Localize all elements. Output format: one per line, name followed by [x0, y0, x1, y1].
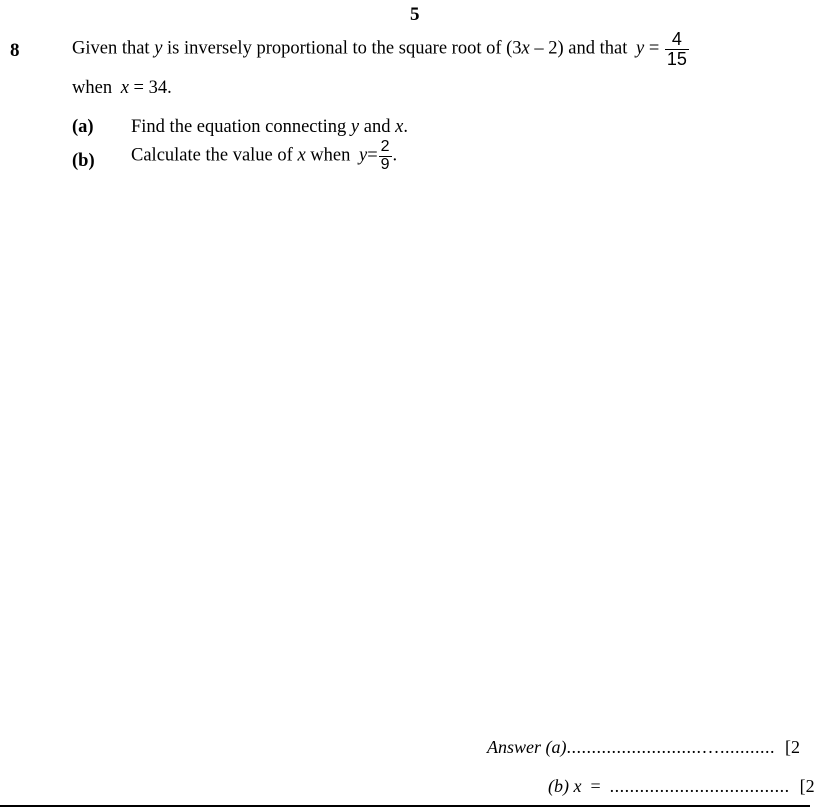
question-number: 8	[10, 40, 20, 61]
part-a-text	[131, 117, 408, 138]
stem-text-2: is inversely proportional to the square root of (3	[162, 38, 522, 59]
var-x: x	[521, 38, 530, 59]
part-a-var-y: y	[350, 117, 360, 137]
when-text: when	[72, 78, 117, 98]
answer-b-line	[548, 776, 815, 797]
answer-a-dots[interactable]: ...........................…...........	[566, 737, 775, 757]
part-b-text	[131, 139, 397, 174]
page-number: 5	[410, 4, 420, 25]
answer-b-equals: =	[581, 776, 610, 796]
answer-a-line	[487, 737, 800, 758]
fraction-two-ninths	[379, 139, 392, 174]
fraction-numerator: 4	[665, 30, 689, 50]
var-y: y	[154, 38, 163, 59]
fraction-denominator: 15	[666, 48, 687, 69]
answer-b-dots[interactable]: ....................................	[609, 776, 790, 796]
part-b-fraction-denominator: 9	[380, 155, 390, 173]
part-b-when: when	[305, 145, 355, 166]
part-b-label: (b)	[72, 151, 95, 171]
equals-sign: =	[644, 38, 664, 59]
bottom-rule	[0, 805, 810, 807]
answer-a-label: Answer (a)	[487, 737, 567, 757]
part-b-fraction-numerator: 2	[380, 138, 390, 155]
part-a-and: and	[359, 117, 396, 137]
answer-a-marks: [2	[785, 737, 800, 757]
answer-b-label: (b) x	[548, 776, 582, 796]
part-b-var-x: x	[297, 145, 306, 166]
var-y-given: y	[636, 38, 645, 59]
fraction-four-fifteenths	[665, 30, 689, 69]
question-stem-line-2	[72, 78, 172, 99]
part-b-var-y: y	[358, 145, 368, 166]
part-a-end: .	[403, 117, 408, 137]
part-b	[72, 151, 95, 172]
part-a-text-before: Find the equation connecting	[131, 117, 351, 137]
part-a-label: (a)	[72, 117, 94, 137]
part-b-text-before: Calculate the value of	[131, 145, 298, 166]
part-a-var-x: x	[395, 117, 404, 137]
stem-text-3: – 2) and that	[529, 38, 633, 59]
question-stem-line-1	[72, 30, 690, 69]
when-value: = 34.	[128, 78, 172, 98]
var-x-given: x	[120, 78, 129, 98]
answer-b-marks: [2	[799, 776, 815, 796]
part-a	[72, 117, 94, 138]
part-b-equals: =	[367, 145, 378, 166]
part-b-end: .	[392, 145, 398, 166]
stem-text-1: Given that	[72, 38, 155, 59]
